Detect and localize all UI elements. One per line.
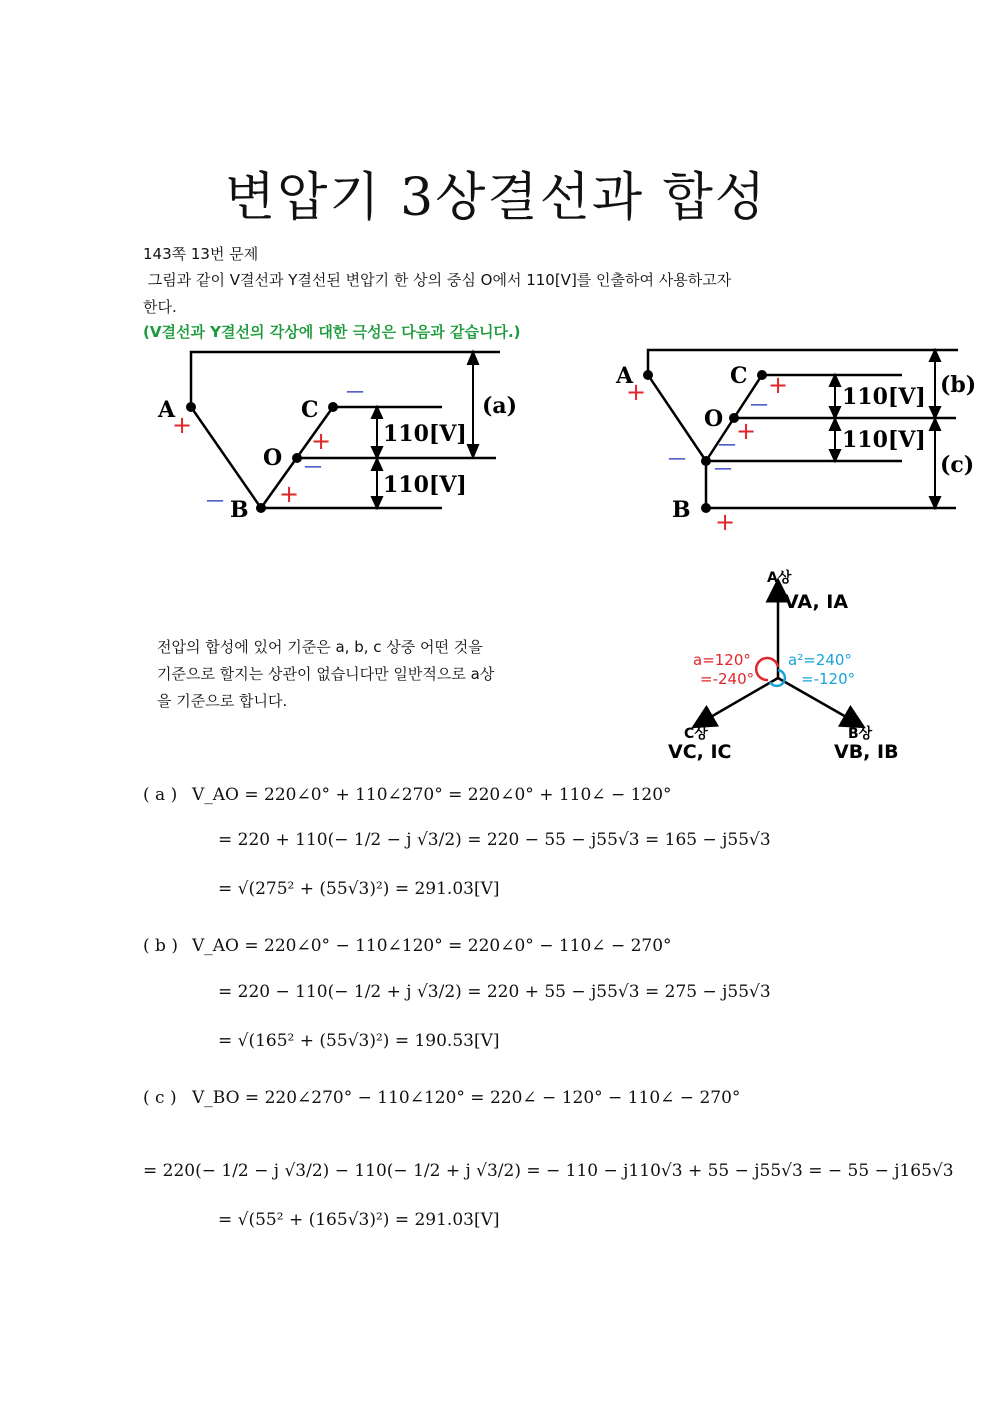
node-a-label: A [616, 363, 634, 389]
v-connection-diagram [140, 340, 530, 530]
phase-c-label: VC, IC [668, 741, 732, 763]
node-o-label: O [263, 445, 283, 471]
angle-a2-label-1: a²=240° [788, 651, 852, 669]
page-title: 변압기 3상결선과 합성 [224, 168, 768, 228]
plus-mark-o: + [736, 417, 757, 445]
voltage-label-upper: 110[V] [383, 421, 467, 447]
plus-mark-c: + [311, 427, 332, 455]
eq-a-line-3: = √(275² + (55√3)²) = 291.03[V] [218, 879, 500, 899]
angle-a-label-1: a=120° [693, 651, 751, 669]
plus-mark-c: + [768, 371, 789, 399]
eq-b-line-3: = √(165² + (55√3)²) = 190.53[V] [218, 1031, 500, 1051]
eq-a-line-1: V_AO = 220∠0° + 110∠270° = 220∠0° + 110∠ − 120° [192, 785, 672, 805]
phase-a-title: A상 [767, 570, 792, 586]
plus-mark-a: + [626, 378, 647, 406]
eq-a-tag: ( a ) [143, 785, 178, 805]
label-b: (b) [940, 372, 977, 398]
paragraph-line-1: 전압의 합성에 있어 기준은 a, b, c 상중 어떤 것을 [157, 638, 483, 656]
node-b-label: B [672, 497, 691, 523]
top-line [648, 350, 958, 375]
node-b-label: B [230, 497, 249, 523]
minus-mark-c: — [750, 394, 768, 415]
eq-c-line-2: = 220(− 1/2 − j √3/2) − 110(− 1/2 + j √3/2) = − 110 − j110√3 + 55 − j55√3 = − 55 − j165√3 [143, 1161, 954, 1181]
y-connection-diagram [610, 340, 990, 535]
eq-c-line-1: V_BO = 220∠270° − 110∠120° = 220∠ − 120° − 110∠ − 270° [192, 1088, 741, 1108]
problem-ref: 143쪽 13번 문제 [143, 245, 259, 263]
angle-a-label-2: =-240° [700, 670, 755, 688]
paragraph-line-3: 을 기준으로 합니다. [157, 692, 288, 710]
paragraph-line-2: 기준으로 할지는 상관이 없습니다만 일반적으로 a상 [157, 665, 495, 683]
eq-b-line-1: V_AO = 220∠0° − 110∠120° = 220∠0° − 110∠ − 270° [192, 936, 672, 956]
problem-line-1: 그림과 같이 V결선과 Y결선된 변압기 한 상의 중심 O에서 110[V]를 인출하여 사용하고자 [143, 271, 732, 289]
plus-mark-a: + [172, 411, 193, 439]
phase-a-label: VA, IA [784, 591, 849, 613]
eq-b-line-2: = 220 − 110(− 1/2 + j √3/2) = 220 + 55 − j55√3 = 275 − j55√3 [218, 982, 771, 1002]
voltage-label-upper: 110[V] [842, 384, 926, 410]
minus-mark-o: — [304, 456, 322, 477]
node-a-label: A [158, 397, 176, 423]
polarity-note: (V결선과 Y결선의 각상에 대한 극성은 다음과 같습니다.) [143, 323, 521, 341]
minus-mark-n-left: — [668, 448, 686, 469]
plus-mark-b: + [715, 508, 736, 535]
node-c-label: C [301, 397, 319, 423]
eq-c-line-3: = √(55² + (165√3)²) = 291.03[V] [218, 1210, 500, 1230]
eq-b-tag: ( b ) [143, 936, 178, 956]
voltage-label-lower: 110[V] [383, 472, 467, 498]
minus-mark-o: — [718, 434, 736, 455]
label-c: (c) [940, 452, 975, 478]
voltage-label-lower: 110[V] [842, 427, 926, 453]
eq-a-line-2: = 220 + 110(− 1/2 − j √3/2) = 220 − 55 − j55√3 = 165 − j55√3 [218, 830, 771, 850]
label-a: (a) [482, 393, 518, 419]
phasor-diagram [660, 560, 910, 770]
node-o-label: O [704, 406, 724, 432]
minus-mark-n-right: — [714, 458, 732, 479]
phase-c-title: C상 [684, 726, 708, 742]
phase-b-title: B상 [848, 726, 873, 742]
angle-a2-label-2: =-120° [801, 670, 856, 688]
problem-line-2: 한다. [143, 298, 177, 316]
eq-c-tag: ( c ) [143, 1088, 177, 1108]
phase-b-label: VB, IB [834, 741, 899, 763]
minus-mark-c: — [346, 381, 364, 402]
minus-mark-b: — [206, 490, 224, 511]
plus-mark-o: + [279, 480, 300, 508]
reference-paragraph [157, 634, 494, 715]
ab-winding [191, 407, 261, 508]
node-c-label: C [730, 363, 748, 389]
